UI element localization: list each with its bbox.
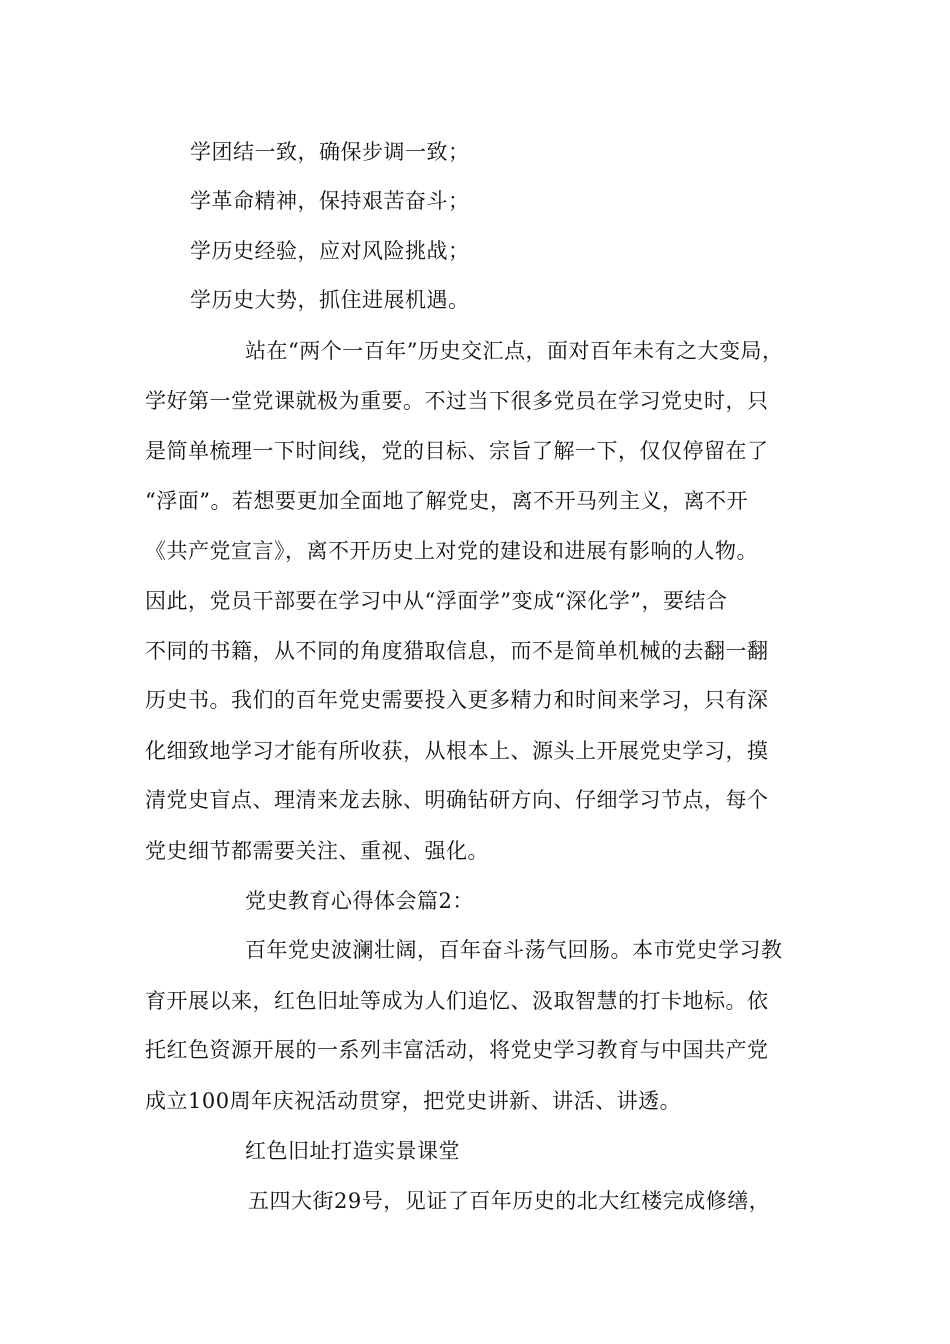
text-line: 党史细节都需要关注、重视、强化。 [145,839,489,863]
text-line: 化细致地学习才能有所收获，从根本上、源头上开展党史学习，摸 [145,739,769,763]
text-line: 历史书。我们的百年党史需要投入更多精力和时间来学习，只有深 [145,688,769,712]
text-line: 学历史经验，应对风险挑战； [190,239,470,263]
text-line: 育开展以来，红色旧址等成为人们追忆、汲取智慧的打卡地标。依 [145,989,769,1013]
text-line: 是简单梳理一下时间线，党的目标、宗旨了解一下，仅仅停留在了 [145,439,769,463]
text-line: 不同的书籍，从不同的角度猎取信息，而不是简单机械的去翻一翻 [145,639,769,663]
text-line: 清党史盲点、理清来龙去脉、明确钻研方向、仔细学习节点，每个 [145,788,769,812]
text-line: 五四大街29号，见证了百年历史的北大红楼完成修缮， [248,1189,771,1213]
text-line: 《共产党宣言》，离不开历史上对党的建设和进展有影响的人物。 [145,539,758,563]
text-line: 学革命精神，保持艰苦奋斗； [190,189,470,213]
text-line: 成立100周年庆祝活动贯穿，把党史讲新、讲活、讲透。 [145,1089,682,1113]
text-line: 学好第一堂党课就极为重要。不过当下很多党员在学习党史时，只 [145,389,769,413]
subsection-heading: 红色旧址打造实景课堂 [245,1139,460,1163]
text-line: 因此，党员干部要在学习中从“浮面学”变成“深化学”，要结合 [145,589,728,613]
text-line: 学历史大势，抓住进展机遇。 [190,288,470,312]
text-line: 托红色资源开展的一系列丰富活动，将党史学习教育与中国共产党 [145,1038,769,1062]
text-line: “浮面”。若想要更加全面地了解党史，离不开马列主义，离不开 [145,489,748,513]
text-line: 百年党史波澜壮阔，百年奋斗荡气回肠。本市党史学习教 [245,938,783,962]
text-line: 站在“两个一百年”历史交汇点，面对百年未有之大变局， [245,339,784,363]
text-line: 学团结一致，确保步调一致； [190,140,470,164]
section-heading: 党史教育心得体会篇2： [245,889,474,913]
